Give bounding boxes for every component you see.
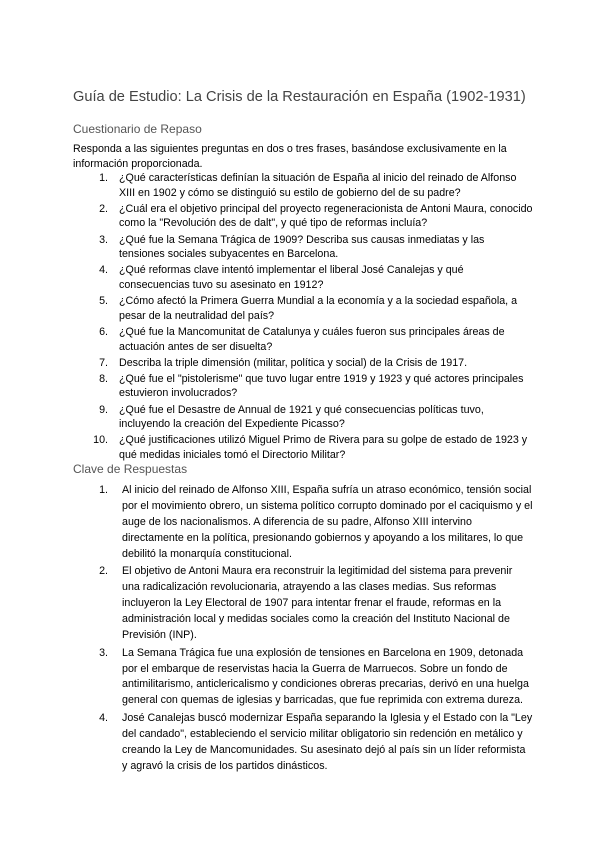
list-item: [73, 294, 533, 323]
item-number: 2.: [99, 202, 108, 215]
question-text: ¿Qué características definían la situación de España al inicio del reinado de Alfonso XIII en 1902 y cómo se distinguió su estilo de gobierno del de su padre?: [119, 172, 517, 199]
question-text: ¿Qué fue el Desastre de Annual de 1921 y qué consecuencias políticas tuvo, incluyendo la creación del Expediente Picasso?: [119, 403, 484, 431]
item-number: 10.: [93, 434, 108, 447]
question-text: ¿Qué reformas clave intentó implementar el liberal José Canalejas y qué consecuencias tuvo su asesinato en 1912?: [119, 264, 464, 291]
list-item: [73, 483, 533, 563]
item-number: 1.: [99, 172, 108, 184]
item-number: 3.: [99, 646, 108, 659]
item-number: 2.: [99, 565, 108, 578]
question-text: ¿Cómo afectó la Primera Guerra Mundial a la economía y a la sociedad española, a pesar de la neutralidad del país?: [119, 295, 518, 322]
list-item: [73, 263, 533, 292]
list-item: [73, 711, 533, 775]
item-number: 4.: [99, 264, 108, 277]
answer-text: José Canalejas buscó modernizar España separando la Iglesia y el Estado con la "Ley del candado", estableciendo el servicio militar obligatorio sin redención en metálico y creando la Ley de Mancomunidades. Su asesinato dejó al país sin un líder reformista y agravó la crisis de los partidos dinásticos.: [122, 712, 533, 772]
list-item: [73, 433, 533, 462]
answer-key-heading: Clave de Respuestas: [73, 462, 188, 476]
question-text: Describa la triple dimensión (militar, política y social) de la Crisis de 1917.: [119, 356, 468, 369]
list-item: [73, 202, 533, 231]
question-list: [73, 171, 533, 464]
document-title: Guía de Estudio: La Crisis de la Restauración en España (1902-1931): [73, 89, 526, 105]
list-item: [73, 171, 533, 200]
item-number: 3.: [99, 233, 108, 246]
answer-list: [73, 483, 533, 777]
list-item: [73, 564, 533, 644]
question-text: ¿Qué fue la Semana Trágica de 1909? Describa sus causas inmediatas y las tensiones sociales subyacentes en Barcelona.: [119, 233, 485, 261]
list-item: [73, 356, 533, 371]
answer-text: Al inicio del reinado de Alfonso XIII, España sufría un atraso económico, tensión social por el movimiento obrero, un sistema político corrupto dominado por el caciquismo y el auge de los nacionalismos. A diferencia de su padre, Alfonso XIII intervino directamente en la política, presionando gobiernos y apoyando a los militares, lo que debilitó la monarquía constitucional.: [122, 484, 533, 560]
list-item: [73, 325, 533, 354]
questionnaire-heading: Cuestionario de Repaso: [73, 122, 202, 136]
question-text: ¿Qué justificaciones utilizó Miguel Primo de Rivera para su golpe de estado de 1923 y qué medidas iniciales tomó el Directorio Militar?: [119, 434, 528, 462]
list-item: [73, 646, 533, 710]
answer-text: El objetivo de Antoni Maura era reconstruir la legitimidad del sistema para prevenir una radicalización revolucionaria, atrayendo a las clases medias. Sus reformas incluyeron la Ley Electoral de 1907 para intentar frenar el fraude, reformas en la administración local y medidas sociales como la creación del Instituto Nacional de Previsión (INP).: [122, 565, 513, 641]
item-number: 5.: [99, 295, 108, 308]
item-number: 6.: [99, 325, 108, 338]
question-text: ¿Qué fue la Mancomunitat de Catalunya y cuáles fueron sus principales áreas de actuación antes de ser disuelta?: [119, 325, 505, 353]
item-number: 4.: [99, 712, 108, 725]
item-number: 9.: [99, 403, 108, 416]
question-text: ¿Qué fue el "pistolerisme" que tuvo lugar entre 1919 y 1923 y qué actores principales estuvieron involucrados?: [119, 372, 524, 400]
item-number: 8.: [99, 372, 108, 385]
item-number: 7.: [99, 356, 108, 369]
item-number: 1.: [99, 484, 108, 496]
answer-text: La Semana Trágica fue una explosión de tensiones en Barcelona en 1909, detonada por el embarque de reservistas hacia la Guerra de Marruecos. Sobre un fondo de antimilitarismo, anticlericalismo y condiciones obreras precarias, derivó en una huelga general con quemas de iglesias y barricadas, que fue reprimida con extrema dureza.: [122, 646, 529, 707]
questionnaire-intro: Responda a las siguientes preguntas en dos o tres frases, basándose exclusivamente en la información proporcionada.: [73, 143, 507, 170]
question-text: ¿Cuál era el objetivo principal del proyecto regeneracionista de Antoni Maura, conocido como la "Revolución des de dalt", y qué tipo de reformas incluía?: [119, 202, 533, 230]
list-item: [73, 372, 533, 401]
list-item: [73, 233, 533, 262]
list-item: [73, 403, 533, 432]
